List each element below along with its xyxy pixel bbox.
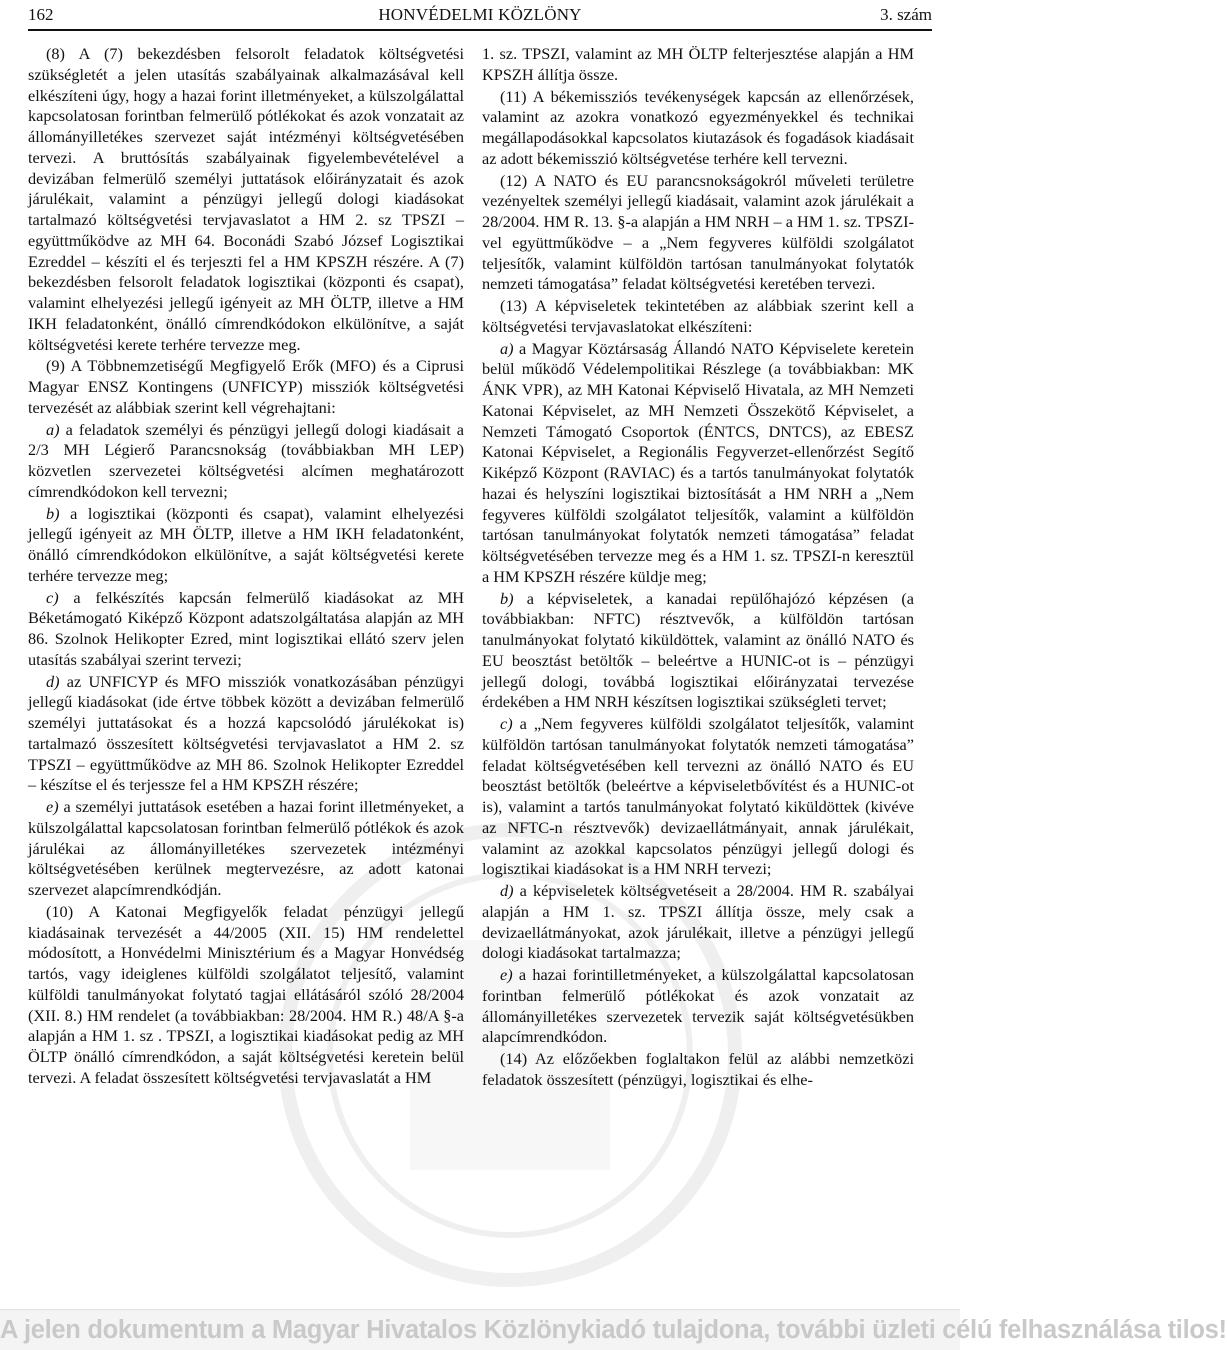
list-item-d: d) a képviseletek költségvetéseit a 28/2004. HM R. szabályai alapján a HM 1. sz. TPSZI állítja össze, mely csak a devizaellátmányokat, azok járulékait, illetve a pénzügyi jellegű dologi kiadásokat tartalmazza; bbox=[482, 881, 914, 963]
list-item-e: e) a személyi juttatások esetében a hazai forint illetményeket, a külszolgálattal kapcsolatosan forintban felmerülő pótlékok és azok járulékai az állományilletékes szervezetek intézményi költségvetésében kerülnek megtervezésre, az adott katonai szervezet alapcímrendkódján. bbox=[28, 797, 464, 899]
paragraph-10: (10) A Katonai Megfigyelők feladat pénzügyi jellegű kiadásainak tervezését a 44/2005 (XII. 15) HM rendelettel módosított, a Honvédelmi Minisztérium és a Magyar Honvédség tartós, vagy ideiglenes külföldi szolgálatot teljesítő, valamint külföldi tanulmányokat folytató tagjai ellátásáról szóló 28/2004 (XII. 8.) HM rendelet (a továbbiakban: 28/2004. HM R.) 48/A §-a alapján a HM 1. sz . TPSZI, a logisztikai kiadásokat pedig az MH ÖLTP önálló címrendkódon, a saját költségvetési keretein belül tervezi. A feladat összesített költségvetési tervjavaslatát a HM bbox=[28, 901, 464, 1087]
paragraph-11: (11) A békemissziós tevékenységek kapcsán az ellenőrzések, valamint az azokra vonatkozó egyezményekkel és technikai megállapodásokkal kapcsolatos kiutazások és fogadások kiadásait az adott békemisszió költségvetése terhére kell tervezni. bbox=[482, 86, 914, 168]
page-header bbox=[28, 4, 932, 26]
paragraph-14: (14) Az előzőekben foglaltakon felül az alábbi nemzetközi feladatok összesített (pénzügyi, logisztikai és elhe- bbox=[482, 1049, 914, 1089]
list-item-e: e) a hazai forintilletményeket, a külszolgálattal kapcsolatosan forintban felmerülő pótlékokat és azok vonzatait az állományilletékes szervezetek tervezik saját költségvetésükben alapcímrendkódon. bbox=[482, 965, 914, 1047]
footer-watermark: A jelen dokumentum a Magyar Hivatalos Közlönykiadó tulajdona, további üzleti célú felhasználása tilos! bbox=[0, 1309, 960, 1350]
list-item-b: b) a képviseletek, a kanadai repülőhajózó képzésen (a továbbiakban: NFTC) résztvevők, a külföldön tartósan tanulmányokat folytató kiküldöttek, valamint az önálló NATO és EU beosztást betöltők – beleértve a HUNIC-ot is – pénzügyi jellegű dologi, továbbá logisztikai előirányzatai tervezése érdekében a HM NRH készítsen logisztikai szükségleti tervet; bbox=[482, 588, 914, 712]
list-item-d: d) az UNFICYP és MFO missziók vonatkozásában pénzügyi jellegű kiadásokat (ide értve többek között a devizában felmerülő személyi juttatásokat és a hozzá kapcsolódó járulékokat is) tartalmazó összesített költségvetési tervjavaslatot a HM 2. sz TPSZI – együttműködve az MH 86. Szolnok Helikopter Ezreddel – készítse el és terjessze fel a HM KPSZH részére; bbox=[28, 671, 464, 795]
left-column bbox=[28, 44, 464, 1089]
list-item-c: c) a „Nem fegyveres külföldi szolgálatot teljesítők, valamint külföldön tartósan tanulmányokat folytatók nemzeti támogatása” feladat költségvetésében kell tervezni az önálló NATO és EU beosztást betöltők (beleértve a képviseletbővítést és a HUNIC-ot is), valamint a tartós tanulmányokat folytató kiküldöttek (kivéve az NFTC-n résztvevők) devizaellátmányait, annak járulékait, valamint az azokkal kapcsolatos pénzügyi jellegű dologi és logisztikai kiadásokat is a HM NRH tervezi; bbox=[482, 714, 914, 879]
right-column bbox=[482, 44, 914, 1091]
page-number: 162 bbox=[28, 5, 54, 24]
issue-number: 3. szám bbox=[880, 5, 932, 24]
paragraph-9: (9) A Többnemzetiségű Megfigyelő Erők (MFO) és a Ciprusi Magyar ENSZ Kontingens (UNFICYP) missziók költségvetési tervezését az alábbiak szerint kell végrehajtani: bbox=[28, 356, 464, 417]
paragraph-8: (8) A (7) bekezdésben felsorolt feladatok költségvetési szükségletét a jelen utasítás szabályainak alkalmazásával kell elkészíteni úgy, hogy a hazai forint illetményeket, a külszolgálattal kapcsolatosan forintban felmerülő pótlékokat és azok vonzatait az állományilletékes szervezet saját intézményi költségvetésében tervezi. A bruttósítás szabályainak figyelembevételével a devizában felmerülő személyi juttatások előirányzatait és azok járulékait, valamint a pénzügyi jellegű dologi kiadásokat tartalmazó költségvetési tervjavaslatot a HM 2. sz TPSZI – együttműködve az MH 64. Boconádi Szabó József Logisztikai Ezreddel – készíti el és terjeszti fel a HM KPSZH részére. A (7) bekezdésben felsorolt feladatok logisztikai (központi és csapat), valamint elhelyezési jellegű igényeit az MH ÖLTP, illetve a HM IKH feladatonként, önálló címrendkódokon elkülönítve, a saját költségvetési kerete terhére tervezze meg. bbox=[28, 44, 464, 354]
paragraph-10-continuation: 1. sz. TPSZI, valamint az MH ÖLTP felterjesztése alapján a HM KPSZH állítja össze. bbox=[482, 44, 914, 84]
journal-title: HONVÉDELMI KÖZLÖNY bbox=[378, 5, 582, 24]
header-rule bbox=[28, 29, 932, 31]
paragraph-12: (12) A NATO és EU parancsnokságokról műveleti területre vezényeltek személyi jellegű kiadásait, valamint azok járulékait a 28/2004. HM R. 13. §-a alapján a HM NRH – a HM 1. sz. TPSZI-vel együttműködve – a „Nem fegyveres külföldi szolgálatot teljesítők, valamint külföldön tartósan tanulmányokat folytatók nemzeti támogatása” feladat költségvetési keretében tervezi. bbox=[482, 170, 914, 294]
list-item-b: b) a logisztikai (központi és csapat), valamint elhelyezési jellegű igényeit az MH ÖLTP, illetve a HM IKH feladatonként, önálló címrendkódokon elkülönítve, a saját költségvetési kerete terhére tervezze meg; bbox=[28, 503, 464, 585]
list-item-a: a) a feladatok személyi és pénzügyi jellegű dologi kiadásait a 2/3 MH Légierő Parancsnokság (továbbiakban MH LEP) közvetlen szervezetei költségvetési alcímen meghatározott címrendkódokon kell tervezni; bbox=[28, 419, 464, 501]
paragraph-13: (13) A képviseletek tekintetében az alábbiak szerint kell a költségvetési tervjavaslatokat elkészíteni: bbox=[482, 296, 914, 336]
list-item-c: c) a felkészítés kapcsán felmerülő kiadásokat az MH Béketámogató Kiképző Központ adatszolgáltatása alapján az MH 86. Szolnok Helikopter Ezred, mint logisztikai ellátó szerv jelen utasítás szabályai szerint tervezi; bbox=[28, 587, 464, 669]
list-item-a: a) a Magyar Köztársaság Állandó NATO Képviselete keretein belül működő Védelempolitikai Részlege (a továbbiakban: MK ÁNK VPR), az MH Katonai Képviselő Hivatala, az MH Nemzeti Katonai Képviselet, az MH Nemzeti Összekötő Képviselet, a Nemzeti Támogató Csoportok (ÉNTCS, DNTCS), az EBESZ Katonai Képviselet, a Regionális Fegyverzet-ellenőrzést Segítő Kiképző Központ (RAVIAC) és a tartós tanulmányokat folytatók hazai és helyszíni logisztikai biztosítását a HM NRH a „Nem fegyveres külföldi szolgálatot teljesítők, valamint a külföldön tartósan tanulmányokat folytatók nemzeti támogatása” feladat költségvetésében tervezze meg és a HM 1. sz. TPSZI-n keresztül a HM KPSZH részére küldje meg; bbox=[482, 338, 914, 586]
